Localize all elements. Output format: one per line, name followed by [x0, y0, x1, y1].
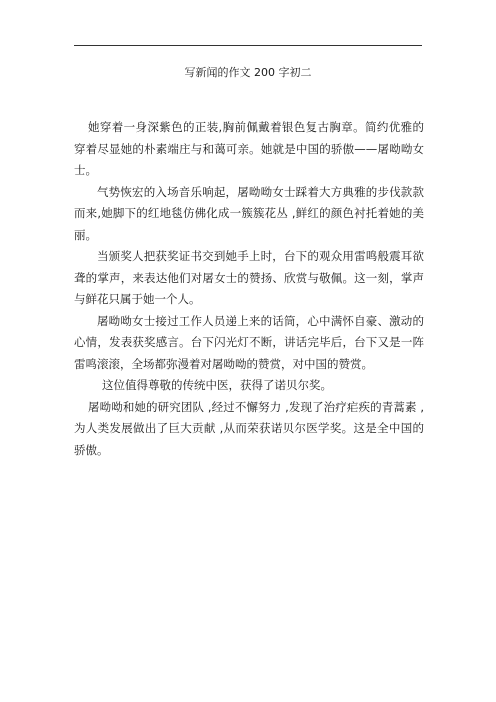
- paragraph-4: 屠呦呦女士接过工作人员递上来的话筒，心中满怀自豪、激动的心情，发表获奖感言。台下闪光灯不断，讲话完毕后，台下又是一阵雷鸣滚滚，全场都弥漫着对屠呦呦的赞赏，对中国的赞赏。: [74, 313, 424, 371]
- header-rule: [74, 45, 422, 46]
- paragraph-2: 气势恢宏的入场音乐响起，屠呦呦女士踩着大方典雅的步伐款款而来,她脚下的红地毯仿佛化成一簇簇花丛 ,鲜红的颜色衬托着她的美丽。: [74, 184, 424, 242]
- paragraph-3: 当颁奖人把获奖证书交到她手上时，台下的观众用雷鸣般震耳欲聋的掌声，来表达他们对屠女士的赞扬、欣赏与敬佩。这一刻，掌声与鲜花只属于她一个人。: [74, 249, 424, 306]
- document-title: 写新闻的作文 200 字初二: [184, 66, 312, 79]
- paragraph-6: 屠呦呦和她的研究团队 ,经过不懈努力 ,发现了治疗疟疾的青蒿素 ,为人类发展做出了巨大贡献 ,从而荣获诺贝尔医学奖。这是全中国的骄傲。: [74, 399, 424, 457]
- paragraph-5: 这位值得尊敬的传统中医，获得了诺贝尔奖。: [102, 378, 332, 392]
- document-body: [74, 117, 424, 461]
- paragraph-1: 她穿着一身深紫色的正装,胸前佩戴着银色复古胸章。简约优雅的穿着尽显她的朴素端庄与和蔼可亲。她就是中国的骄傲——屠呦呦女士。: [74, 120, 424, 177]
